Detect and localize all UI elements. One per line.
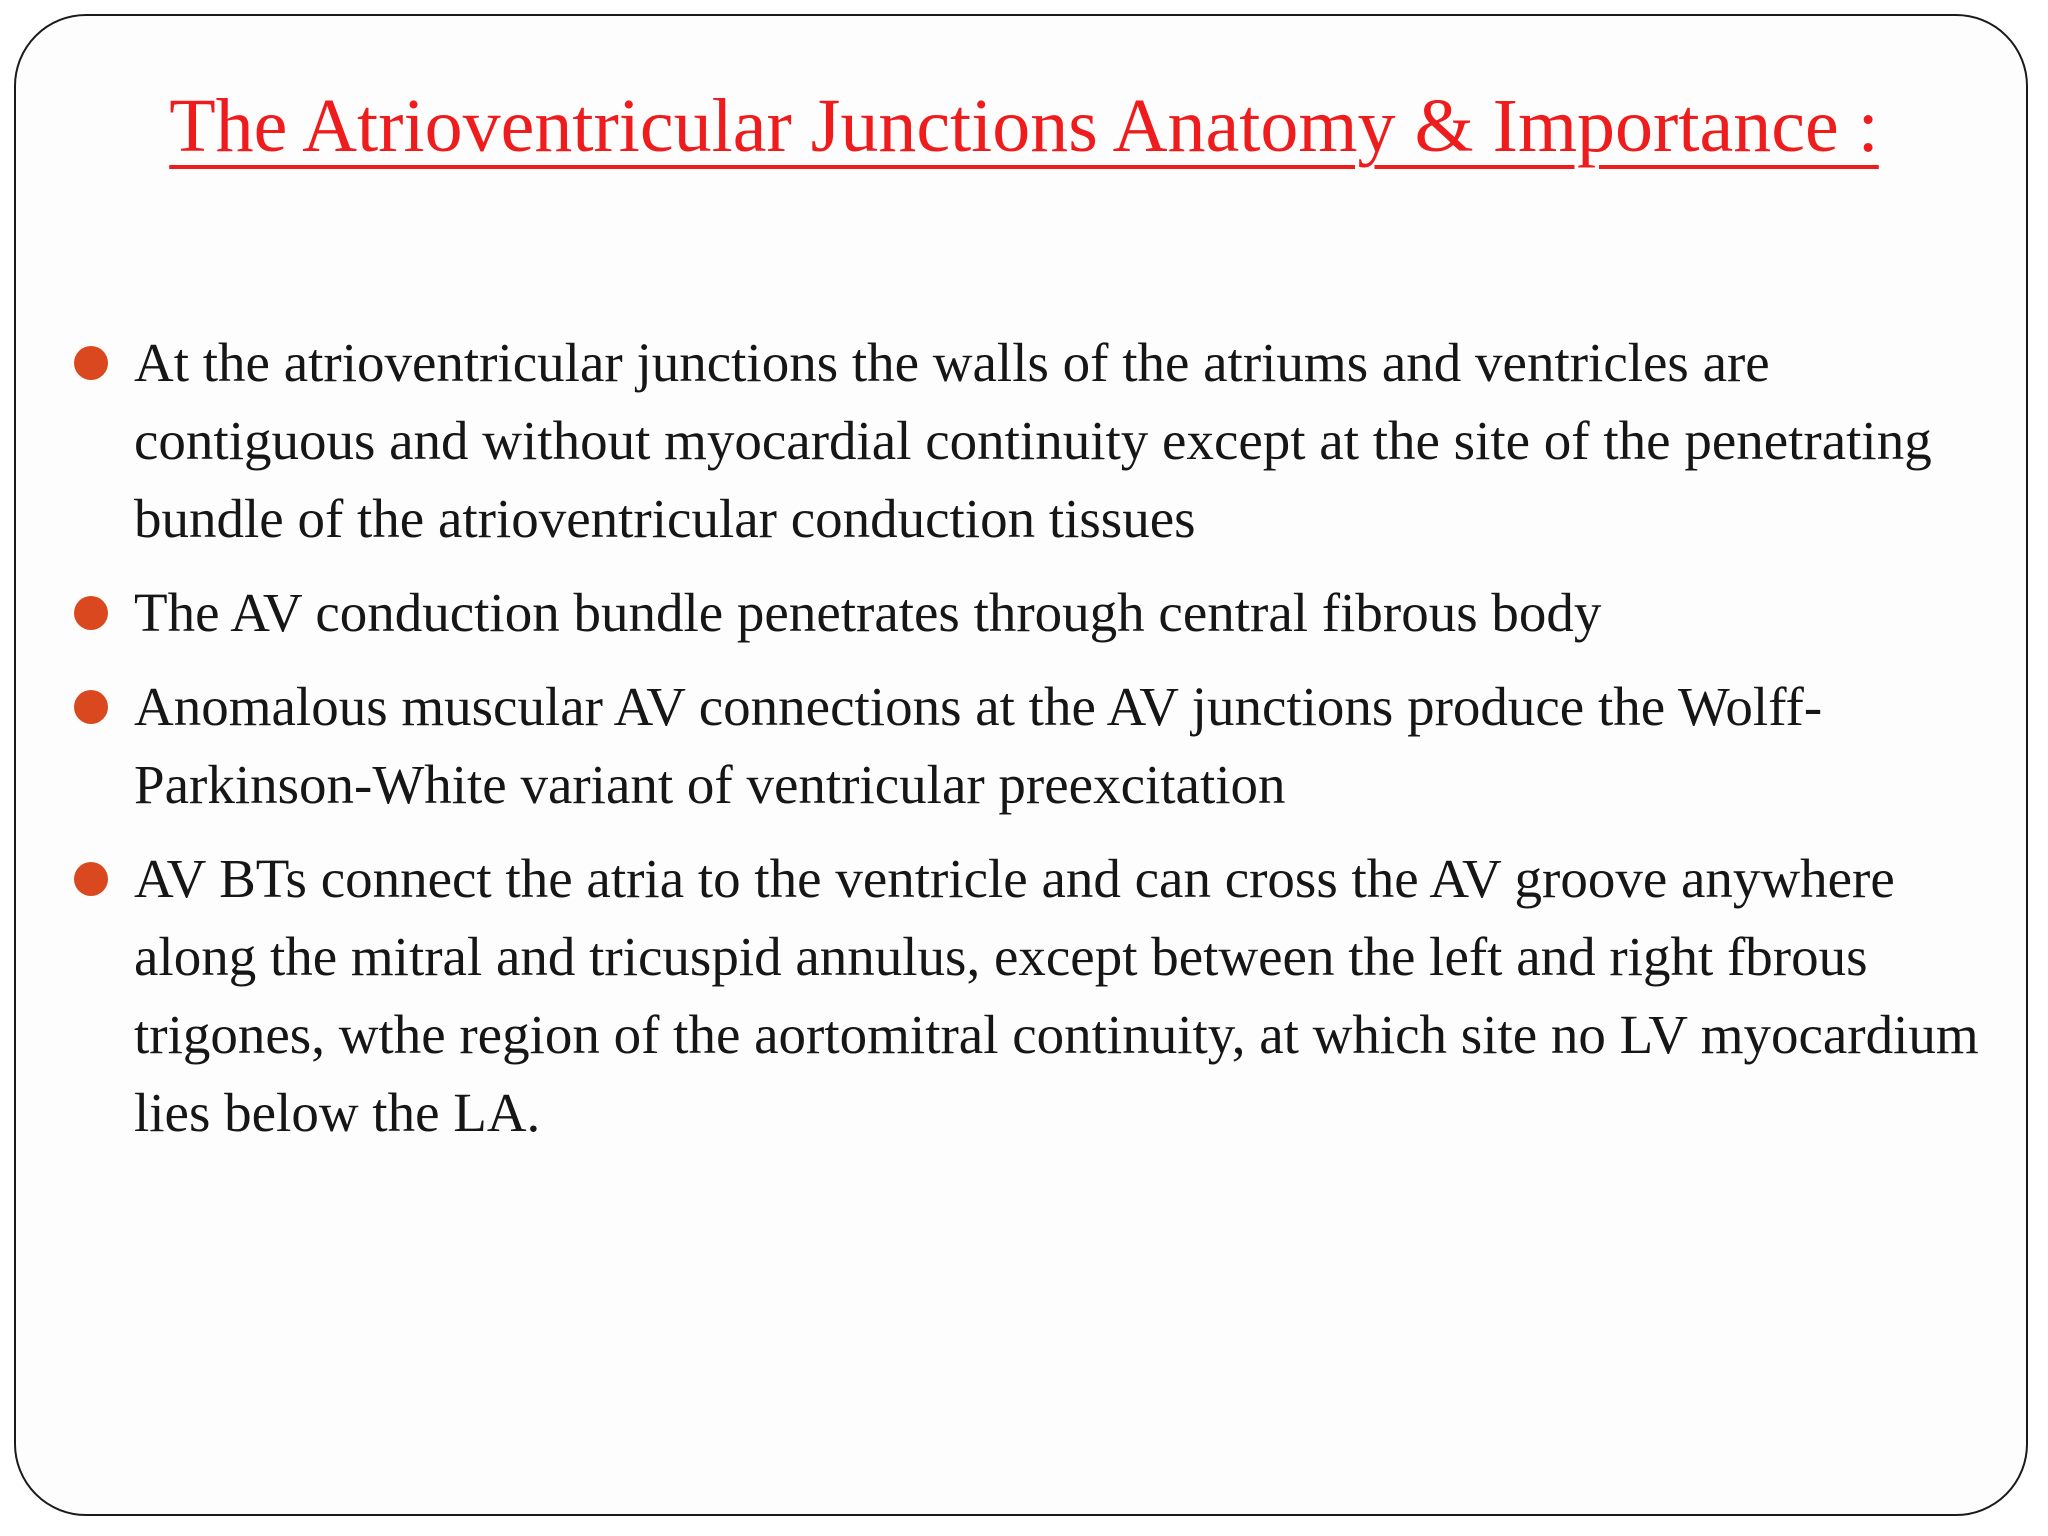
bullet-list	[72, 324, 1982, 1168]
bullet-item	[72, 574, 1982, 652]
bullet-text: AV BTs connect the atria to the ventricle and can cross the AV groove anywhere along the mitral and tricuspid annulus, except between the left and right fbrous trigones, wthe region of the aortomitral continuity, at which site no LV myocardium lies below the LA.	[134, 848, 1979, 1143]
bullet-dot-icon	[74, 346, 108, 380]
bullet-dot-icon	[74, 690, 108, 724]
bullet-dot-icon	[74, 862, 108, 896]
slide-title: The Atrioventricular Junctions Anatomy & Importance :	[169, 84, 1879, 168]
bullet-text: Anomalous muscular AV connections at the AV junctions produce the Wolff-Parkinson-White variant of ventricular preexcitation	[134, 676, 1823, 815]
bullet-item	[72, 668, 1982, 824]
bullet-item	[72, 324, 1982, 558]
bullet-text: At the atrioventricular junctions the walls of the atriums and ventricles are contiguous and without myocardial continuity except at the site of the penetrating bundle of the atrioventricular conduction tissues	[134, 332, 1932, 549]
bullet-dot-icon	[74, 596, 108, 630]
bullet-text: The AV conduction bundle penetrates through central fibrous body	[134, 582, 1602, 643]
bullet-item	[72, 840, 1982, 1152]
